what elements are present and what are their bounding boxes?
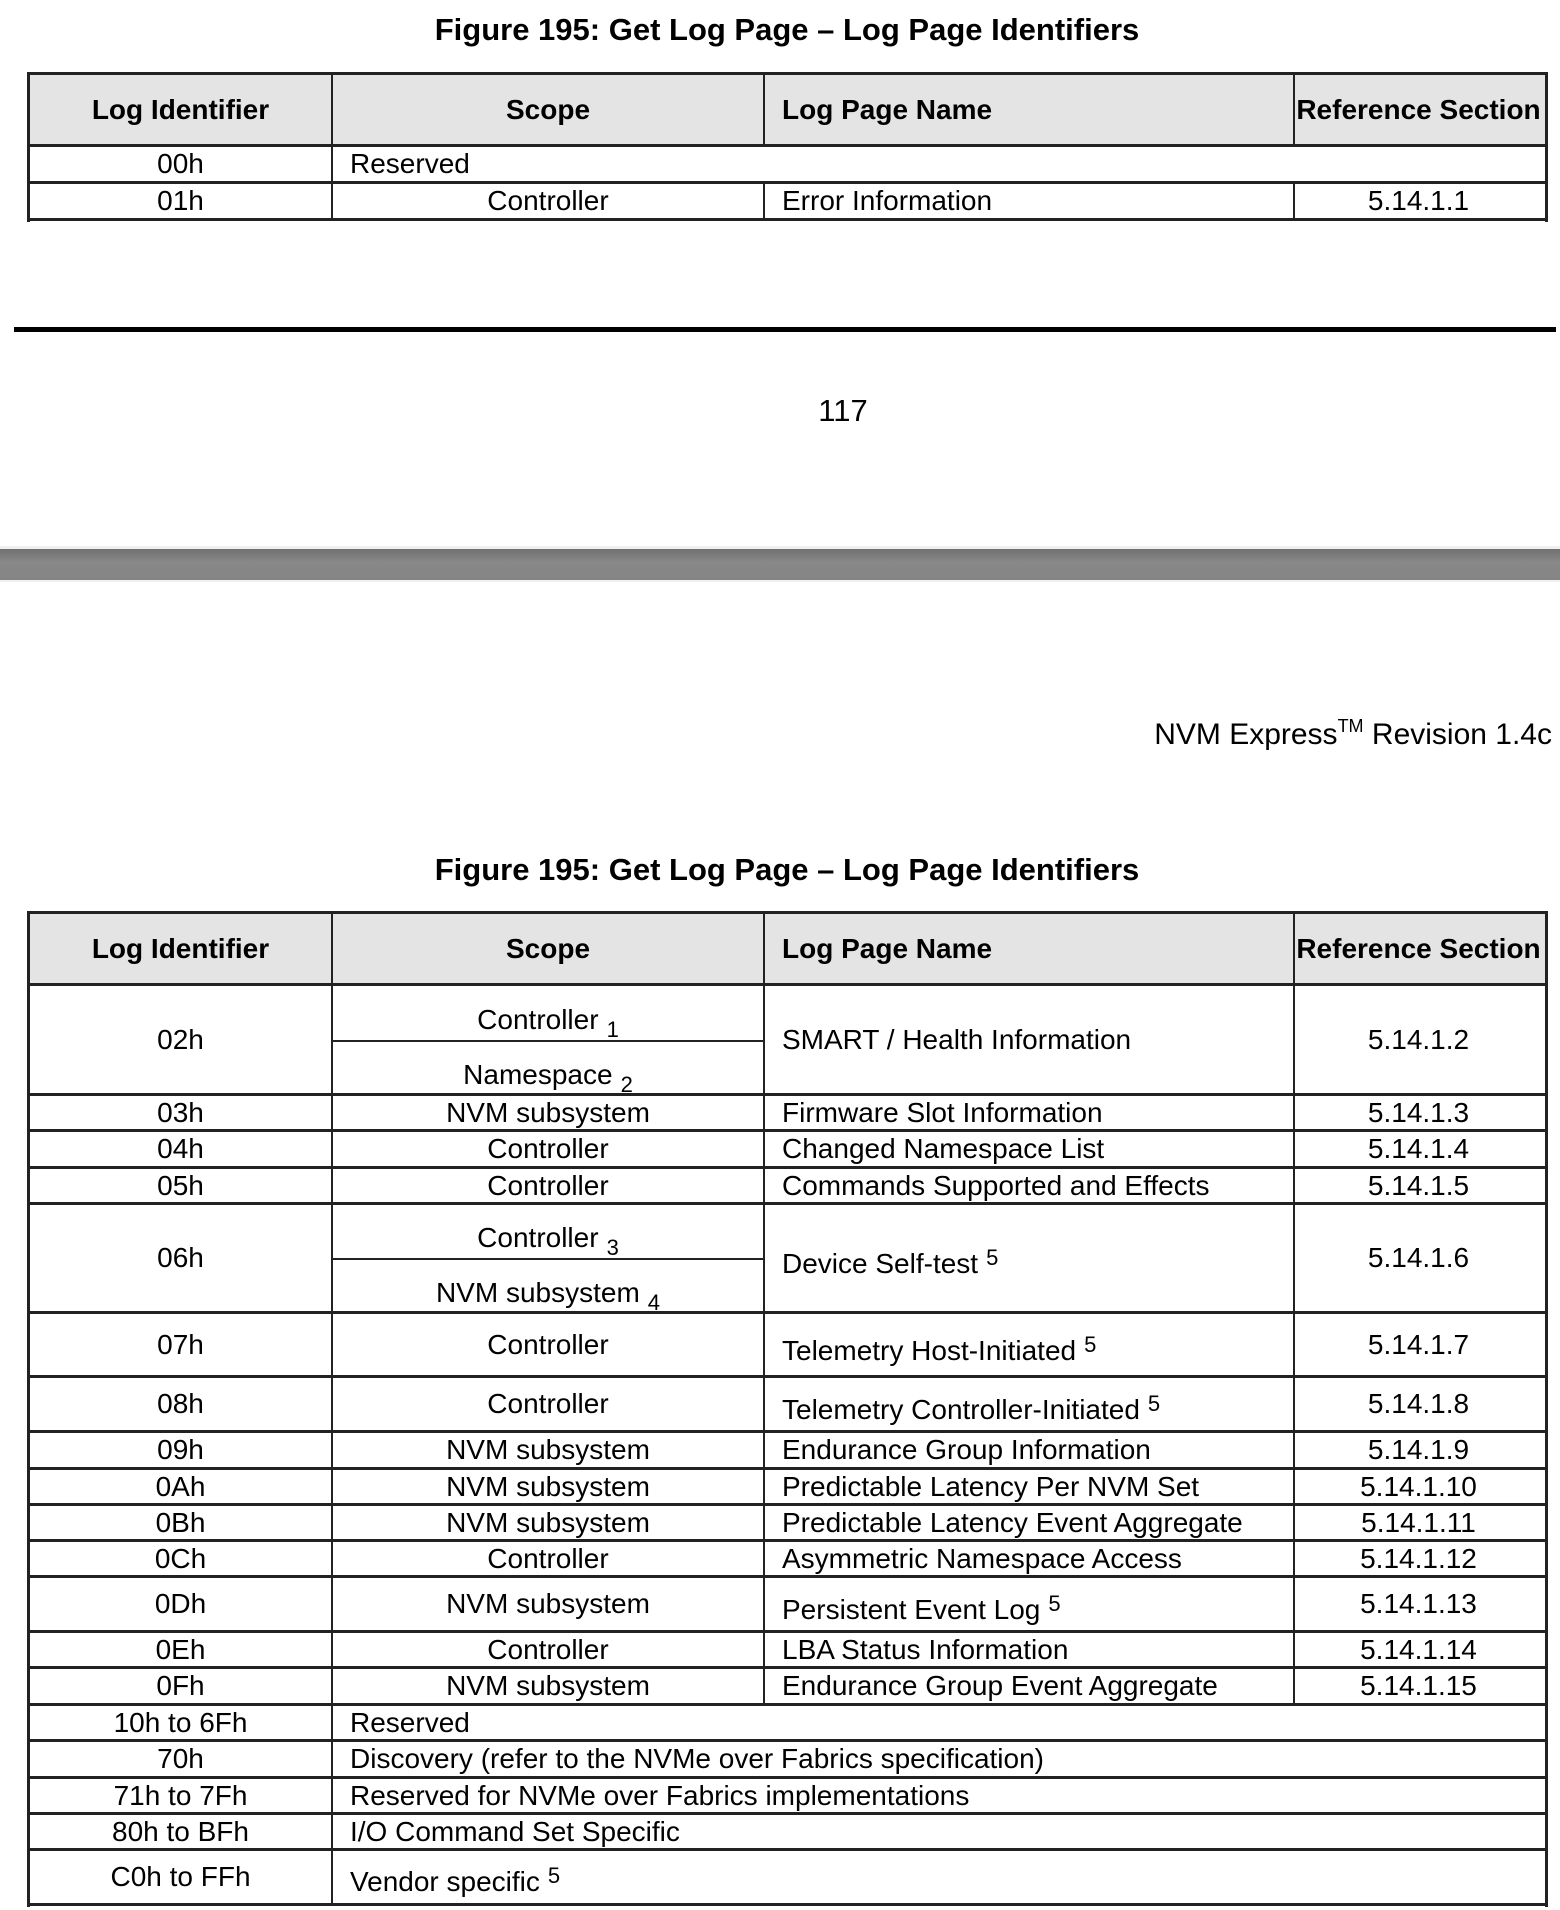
- table-row: [30, 1205, 1545, 1314]
- column-header-log-page-name: Log Page Name: [765, 75, 1295, 144]
- log-page-name-text: Firmware Slot Information: [782, 1096, 1103, 1128]
- log-page-name-text: Asymmetric Namespace Access: [782, 1542, 1182, 1574]
- scope-text: Controller: [477, 1003, 599, 1035]
- scope: Controller: [333, 1378, 765, 1430]
- log-page-name: Error Information: [765, 184, 1295, 218]
- log-identifier: 10h to 6Fh: [30, 1706, 333, 1739]
- table-header-row: [30, 75, 1545, 147]
- description-text: Vendor specific: [350, 1866, 540, 1897]
- table-row: [30, 1470, 1545, 1506]
- log-page-name: [765, 1132, 1295, 1166]
- log-page-name: [765, 1433, 1295, 1467]
- table-row: [30, 1851, 1545, 1906]
- log-identifier: 0Eh: [30, 1633, 333, 1666]
- log-identifier: 06h: [30, 1205, 333, 1311]
- log-identifier: 0Fh: [30, 1669, 333, 1703]
- table-row: [30, 1433, 1545, 1470]
- scope: NVM subsystem: [333, 1096, 765, 1129]
- column-header-reference-section: Reference Section: [1296, 93, 1541, 125]
- page-separator-bar: [0, 549, 1560, 580]
- merged-description: Vendor specific $^5$: [350, 1863, 561, 1897]
- log-page-name: Telemetry Controller-Initiated $^5$: [765, 1378, 1295, 1430]
- log-page-name-text: Telemetry Controller-Initiated: [782, 1394, 1140, 1425]
- log-page-name: Device Self-test $^5$: [765, 1205, 1295, 1311]
- figure-title-bottom: Figure 195: Get Log Page – Log Page Identifiers: [434, 852, 1140, 887]
- log-page-name-text: Commands Supported and Effects: [782, 1169, 1210, 1201]
- table-row: [30, 1506, 1545, 1542]
- column-header-log-identifier: Log Identifier: [30, 914, 333, 983]
- log-identifier: 00h: [30, 147, 333, 181]
- log-page-name-text: Telemetry Host-Initiated: [782, 1334, 1077, 1366]
- log-identifier: 0Ch: [30, 1542, 333, 1575]
- reference-section: 5.14.1.6: [1367, 1242, 1470, 1273]
- log-page-name-text: LBA Status Information: [782, 1633, 1069, 1665]
- description-text: Reserved for NVMe over Fabrics implementations: [350, 1779, 970, 1811]
- log-page-name-text: Endurance Group Event Aggregate: [782, 1670, 1218, 1701]
- log-identifier: 05h: [30, 1169, 333, 1202]
- log-identifier: 0Dh: [30, 1578, 333, 1630]
- table-row: [30, 1633, 1545, 1669]
- table-row: [30, 184, 1545, 221]
- description-text: Discovery (refer to the NVMe over Fabrics specification): [350, 1743, 1044, 1774]
- log-page-name-text: Predictable Latency Per NVM Set: [782, 1470, 1200, 1502]
- table-row: [30, 1669, 1545, 1706]
- column-header-reference-section: Reference Section: [1296, 932, 1541, 964]
- reference-section: 5.14.1.1: [1367, 185, 1470, 216]
- scope: NVM subsystem: [333, 1470, 765, 1503]
- scope: Controller: [333, 1314, 765, 1375]
- table-row: [30, 147, 1545, 184]
- log-page-name-text: Device Self-test: [782, 1248, 979, 1279]
- column-header-log-identifier: Log Identifier: [30, 75, 333, 144]
- reference-section: 5.14.1.5: [1367, 1169, 1470, 1201]
- table-row: [30, 1314, 1545, 1378]
- table-row: [30, 1132, 1545, 1169]
- table-row: [30, 1779, 1545, 1815]
- table-row: [30, 1378, 1545, 1433]
- column-header-log-page-name: Log Page Name: [765, 914, 1295, 983]
- scope: Controller $^3$ NVM subsystem $^4$: [333, 1205, 765, 1311]
- log-page-name-text: Changed Namespace List: [782, 1133, 1105, 1164]
- log-identifier: 07h: [30, 1314, 333, 1375]
- log-page-name: Persistent Event Log $^5$: [765, 1578, 1295, 1630]
- log-page-name: [765, 1669, 1295, 1703]
- log-page-name: [765, 1470, 1295, 1503]
- log-page-name: Telemetry Host-Initiated $^5$: [765, 1314, 1295, 1375]
- log-identifier: 09h: [30, 1433, 333, 1467]
- table-row: [30, 1169, 1545, 1205]
- log-identifier: 0Bh: [30, 1506, 333, 1539]
- log-identifier: 80h to BFh: [30, 1815, 333, 1848]
- reference-section: 5.14.1.7: [1367, 1328, 1470, 1360]
- trademark: TM: [1337, 716, 1364, 736]
- scope: NVM subsystem: [333, 1669, 765, 1703]
- figure-title-top: Figure 195: Get Log Page – Log Page Identifiers: [434, 12, 1140, 47]
- doc-name: NVM Express: [1154, 718, 1338, 751]
- table-row: [30, 1096, 1545, 1132]
- log-identifier: 01h: [30, 184, 333, 218]
- column-header-scope: Scope: [333, 75, 765, 144]
- merged-description: [333, 1742, 1542, 1776]
- scope: Controller: [333, 1633, 765, 1666]
- log-identifier: 02h: [30, 986, 333, 1093]
- reference-section: 5.14.1.9: [1367, 1434, 1470, 1465]
- log-identifier: 0Ah: [30, 1470, 333, 1503]
- scope: NVM subsystem: [333, 1506, 765, 1539]
- description-text: I/O Command Set Specific: [350, 1815, 680, 1847]
- log-page-name-text: Persistent Event Log: [782, 1594, 1041, 1625]
- reference-section: 5.14.1.2: [1367, 1023, 1470, 1055]
- reference-section: 5.14.1.13: [1360, 1588, 1477, 1619]
- reference-section: 5.14.1.10: [1360, 1470, 1477, 1502]
- log-identifier: 04h: [30, 1132, 333, 1166]
- page-number: 117: [818, 393, 868, 428]
- reference-section: 5.14.1.12: [1360, 1542, 1477, 1574]
- column-header-scope: Scope: [333, 914, 765, 983]
- merged-description: [333, 1779, 1542, 1812]
- table-row: [30, 1706, 1545, 1742]
- table-row: [30, 1578, 1545, 1633]
- log-identifier: 08h: [30, 1378, 333, 1430]
- table-row: [30, 986, 1545, 1096]
- reference-section: 5.14.1.8: [1367, 1388, 1470, 1419]
- scope: Controller: [333, 1132, 765, 1166]
- merged-description: Reserved: [350, 148, 470, 179]
- scope: Controller: [333, 1542, 765, 1575]
- reference-section: 5.14.1.3: [1367, 1096, 1470, 1128]
- description-text: Reserved: [350, 1706, 470, 1738]
- log-page-name: [765, 1542, 1295, 1575]
- scope-text: Controller: [477, 1222, 599, 1253]
- log-page-name: [765, 986, 1295, 1093]
- revision: Revision 1.4c: [1371, 718, 1552, 751]
- log-identifier: C0h to FFh: [30, 1851, 333, 1903]
- log-page-table-top: [27, 72, 1548, 222]
- merged-description: [333, 1815, 1542, 1848]
- log-page-name: [765, 1506, 1295, 1539]
- footer-rule: [14, 327, 1556, 332]
- scope: Controller: [333, 1169, 765, 1202]
- log-page-name-text: Predictable Latency Event Aggregate: [782, 1506, 1243, 1538]
- reference-section: 5.14.1.11: [1361, 1506, 1476, 1538]
- log-identifier: 03h: [30, 1096, 333, 1129]
- log-identifier: 71h to 7Fh: [30, 1779, 333, 1812]
- scope: Controller $^1$ Namespace $^2$: [333, 986, 765, 1093]
- reference-section: 5.14.1.15: [1360, 1670, 1477, 1701]
- scope: Controller: [333, 184, 765, 218]
- scope: NVM subsystem: [333, 1433, 765, 1467]
- table-header-row: [30, 914, 1545, 986]
- log-page-name: [765, 1169, 1295, 1202]
- scope-text: Namespace: [463, 1059, 613, 1090]
- log-page-name-text: SMART / Health Information: [782, 1023, 1132, 1055]
- table-row: [30, 1542, 1545, 1578]
- log-page-name-text: Endurance Group Information: [782, 1434, 1151, 1465]
- log-page-table: [27, 911, 1548, 1907]
- reference-section: 5.14.1.4: [1367, 1133, 1470, 1164]
- scope: NVM subsystem: [333, 1578, 765, 1630]
- table-row: [30, 1742, 1545, 1779]
- reference-section: 5.14.1.14: [1360, 1633, 1477, 1665]
- table-row: [30, 1815, 1545, 1851]
- merged-description: [333, 1706, 1542, 1739]
- page-header: [1154, 718, 1552, 752]
- log-page-name: [765, 1096, 1295, 1129]
- scope-text: NVM subsystem: [435, 1277, 640, 1308]
- log-identifier: 70h: [30, 1742, 333, 1776]
- log-page-name: [765, 1633, 1295, 1666]
